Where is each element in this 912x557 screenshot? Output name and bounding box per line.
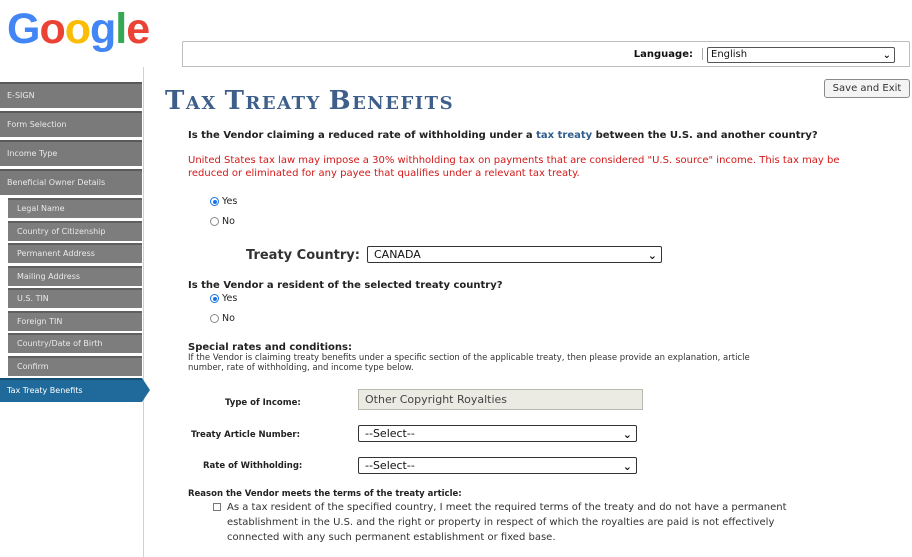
radio-checked-icon <box>210 294 219 303</box>
chevron-down-icon: ⌄ <box>882 50 891 61</box>
treaty-country-label: Treaty Country: <box>246 248 360 263</box>
withholding-warning: United States tax law may impose a 30% withholding tax on payments that are considered "U.S. source" income. This tax may be reduced or eliminated for any payee that qualifies under a relevant tax treaty. <box>188 155 840 179</box>
sidebar-item-mailing-address[interactable]: Mailing Address <box>8 266 142 286</box>
sidebar-item-tax-treaty[interactable]: Tax Treaty Benefits <box>0 378 142 402</box>
page-title: TAX TREATY BENEFITS <box>165 86 455 116</box>
reason-checkbox[interactable] <box>213 503 221 511</box>
chevron-down-icon: ⌄ <box>647 249 657 262</box>
language-value: English <box>711 49 748 60</box>
chevron-down-icon: ⌄ <box>622 428 632 441</box>
sidebar-item-confirm[interactable]: Confirm <box>8 356 142 376</box>
sidebar-item-form-selection[interactable]: Form Selection <box>0 111 142 137</box>
article-number-select[interactable]: --Select-- ⌄ <box>358 425 637 442</box>
reason-text: As a tax resident of the specified country, I meet the required terms of the treaty and do not have a permanent establishment in the U.S. and the right or property in respect of which the royalties are paid is not effectively connected with any such permanent establishment or fixed base. <box>227 502 787 543</box>
sidebar-item-foreign-tin[interactable]: Foreign TIN <box>8 311 142 331</box>
sidebar-nav <box>0 82 148 405</box>
radio-unchecked-icon <box>210 217 219 226</box>
withholding-rate-label: Rate of Withholding: <box>203 461 303 471</box>
income-type-field: Other Copyright Royalties <box>358 389 643 410</box>
radio-claim-no[interactable]: No <box>210 216 235 227</box>
sidebar-item-income-type[interactable]: Income Type <box>0 140 142 166</box>
sidebar-item-us-tin[interactable]: U.S. TIN <box>8 288 142 308</box>
radio-unchecked-icon <box>210 314 219 323</box>
language-select[interactable] <box>707 47 895 63</box>
sidebar-item-esign[interactable]: E-SIGN <box>0 82 142 108</box>
withholding-rate-select[interactable]: --Select-- ⌄ <box>358 457 637 474</box>
treaty-country-select[interactable]: CANADA ⌄ <box>367 246 662 263</box>
language-bar <box>182 41 910 67</box>
sidebar-item-beneficial-owner[interactable]: Beneficial Owner Details <box>0 169 142 195</box>
special-rates-description: If the Vendor is claiming treaty benefits under a specific section of the applicable treaty, then please provide an explanation, article number, rate of withholding, and income type below. <box>188 353 750 373</box>
sidebar-item-citizenship[interactable]: Country of Citizenship <box>8 221 142 241</box>
language-label: Language: <box>633 49 693 60</box>
radio-checked-icon <box>210 197 219 206</box>
chevron-down-icon: ⌄ <box>622 460 632 473</box>
question-treaty-claim: Is the Vendor claiming a reduced rate of withholding under a tax treaty between the U.S. and another country? <box>188 130 818 141</box>
reason-title: Reason the Vendor meets the terms of the treaty article: <box>188 489 462 499</box>
special-rates-title: Special rates and conditions: <box>188 342 352 353</box>
google-logo: Google <box>7 5 150 53</box>
language-separator <box>702 48 703 60</box>
sidebar-item-legal-name[interactable]: Legal Name <box>8 198 142 218</box>
save-exit-button[interactable]: Save and Exit <box>824 79 910 98</box>
sidebar-item-birth[interactable]: Country/Date of Birth <box>8 333 142 353</box>
radio-resident-yes[interactable]: Yes <box>210 293 237 304</box>
article-number-label: Treaty Article Number: <box>191 430 301 440</box>
tax-treaty-link[interactable]: tax treaty <box>536 130 593 141</box>
question-resident: Is the Vendor a resident of the selected treaty country? <box>188 280 503 291</box>
radio-claim-yes[interactable]: Yes <box>210 196 237 207</box>
sidebar-item-permanent-address[interactable]: Permanent Address <box>8 243 142 263</box>
income-type-label: Type of Income: <box>225 398 301 408</box>
radio-resident-no[interactable]: No <box>210 313 235 324</box>
